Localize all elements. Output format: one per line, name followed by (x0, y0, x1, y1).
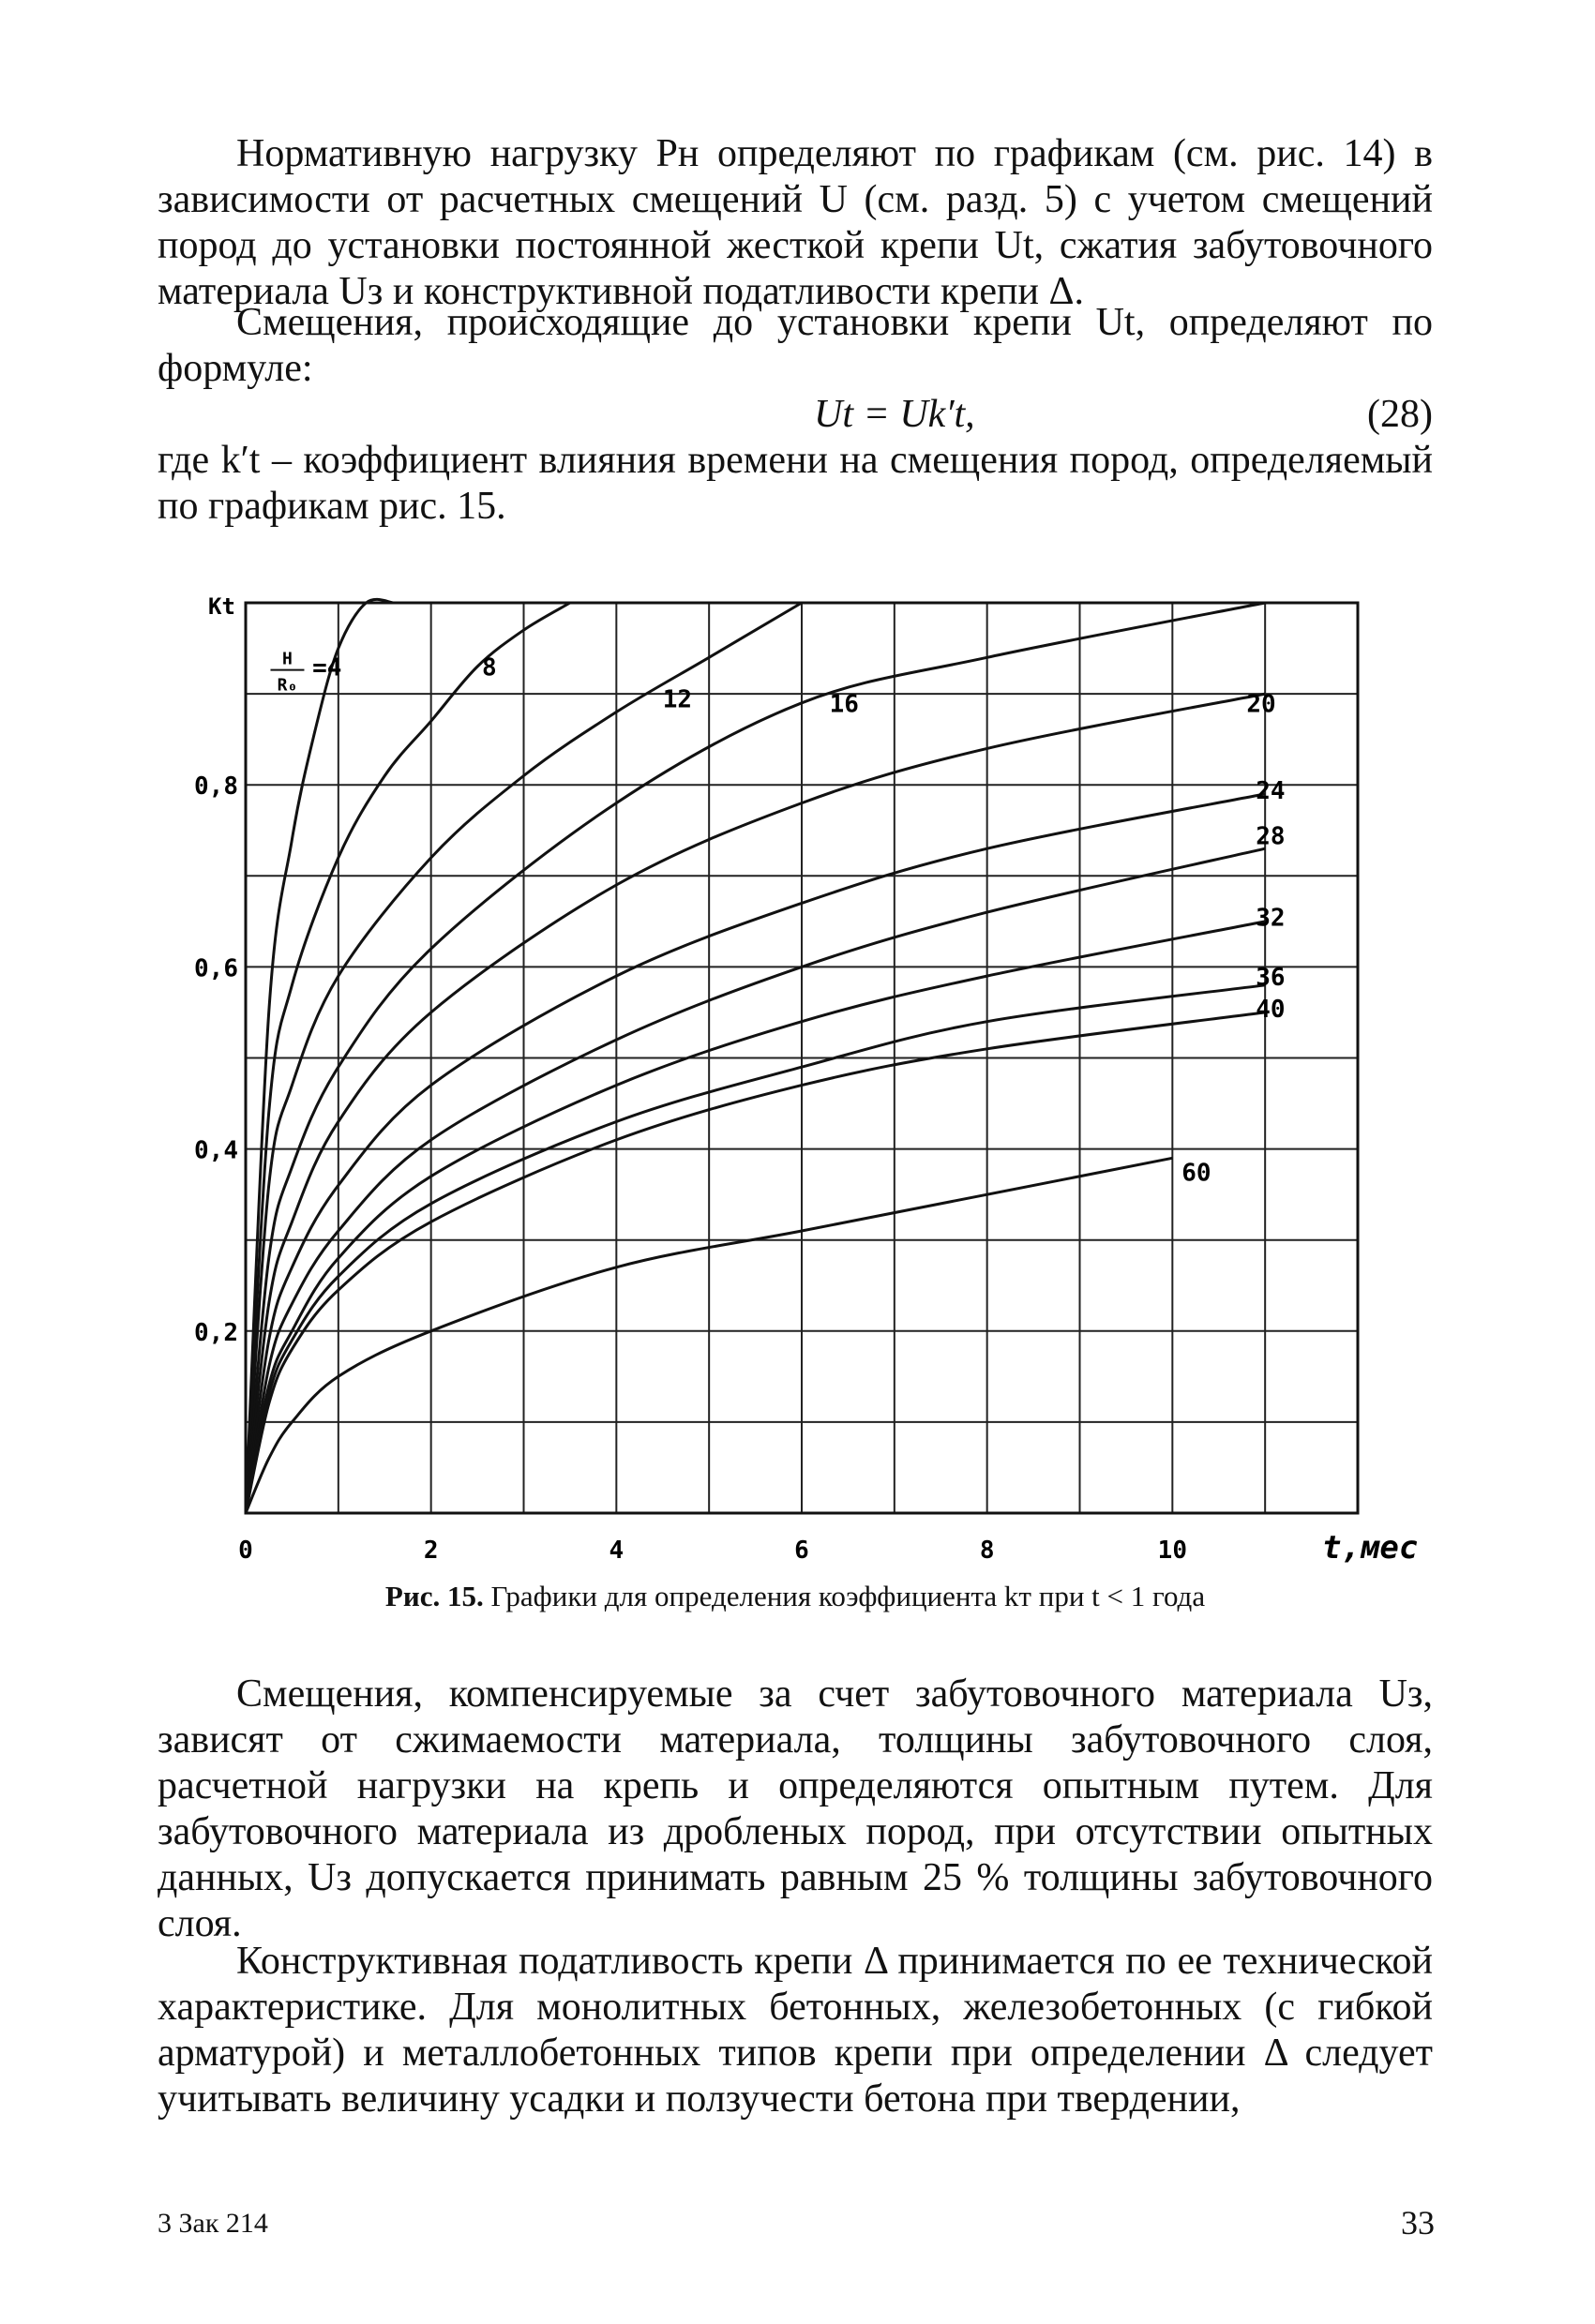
x-tick-label: 4 (609, 1537, 624, 1565)
curve-36 (246, 985, 1265, 1513)
paragraph-1-text: Нормативную нагрузку Pн определяют по графикам (см. рис. 14) в зависимости от расчетных смещений U (см. разд. 5) с учетом смещений пород до установки постоянной жесткой крепи Ut, сжатия забутовочного материала Uз и конструктивной податливости крепи Δ. (158, 132, 1433, 313)
curve-label-28: 28 (1256, 822, 1286, 851)
curve-label-12: 12 (662, 685, 693, 714)
curve-40 (246, 1012, 1265, 1513)
y-tick-label: 0,4 (194, 1136, 238, 1165)
curve-label-20: 20 (1246, 690, 1276, 719)
curve-28 (246, 848, 1265, 1513)
y-axis-label: Kt (208, 593, 235, 620)
y-tick-label: 0,2 (194, 1318, 238, 1347)
chart-grid (246, 603, 1358, 1513)
x-tick-label: 8 (979, 1537, 995, 1565)
paragraph-4-text: Смещения, компенсируемые за счет забутовочного материала Uз, зависят от сжимаемости материала, толщины забутовочного слоя, расчетной нагрузки на крепь и определяются опытным путем. Для забутовочного материала из дробленых пород, при отсутствии опытных данных, Uз допускается принимать равным 25 % толщины забутовочного слоя. (158, 1672, 1433, 1945)
x-tick-label: 6 (794, 1537, 809, 1565)
formula-number: (28) (1367, 393, 1433, 436)
curve-label-60: 60 (1181, 1159, 1211, 1188)
curve-label-4: =4 (312, 653, 342, 682)
formula-text: Ut = Uk′t, (814, 393, 975, 436)
x-tick-label: 2 (423, 1537, 439, 1565)
y-tick-label: 0,8 (194, 772, 238, 802)
caption-text: Графики для определения коэффициента kт при t < 1 года (490, 1580, 1206, 1612)
curve-label-16: 16 (829, 690, 859, 719)
paragraph-4 (158, 1672, 1433, 1947)
paragraph-3-text: где k′t – коэффициент влияния времени на смещения пород, определяемый по графикам рис. 15. (158, 439, 1433, 528)
caption-label: Рис. 15. (384, 1580, 484, 1612)
legend-numerator: H (282, 649, 293, 669)
curve-24 (246, 794, 1265, 1513)
x-axis-label: t,мес (1322, 1529, 1419, 1567)
figure-caption (158, 1578, 1433, 1615)
curve-label-8: 8 (482, 653, 497, 682)
curve-label-24: 24 (1256, 776, 1286, 805)
curve-32 (246, 922, 1265, 1513)
curve-label-36: 36 (1256, 963, 1286, 992)
chart-curves (246, 599, 1265, 1513)
chart-labels (194, 650, 1286, 1565)
paragraph-5 (158, 1939, 1433, 2122)
curve-label-32: 32 (1256, 904, 1286, 933)
footer-order-number: 3 Зак 214 (158, 2208, 268, 2239)
curve-20 (246, 694, 1265, 1513)
paragraph-2-text: Смещения, происходящие до установки крепи Ut, определяют по формуле: (158, 301, 1433, 390)
legend-denominator: R₀ (277, 675, 298, 696)
y-tick-label: 0,6 (194, 954, 238, 983)
x-tick-label: 10 (1157, 1537, 1187, 1565)
page-number: 33 (1401, 2204, 1435, 2242)
curve-label-40: 40 (1256, 995, 1286, 1024)
paragraph-5-text: Конструктивная податливость крепи Δ принимается по ее технической характеристике. Для монолитных бетонных, железобетонных (с гибкой арматурой) и металлобетонных типов крепи при определении Δ следует учитывать величину усадки и ползучести бетона при твердении, (158, 1940, 1433, 2121)
x-tick-label: 0 (238, 1537, 253, 1565)
